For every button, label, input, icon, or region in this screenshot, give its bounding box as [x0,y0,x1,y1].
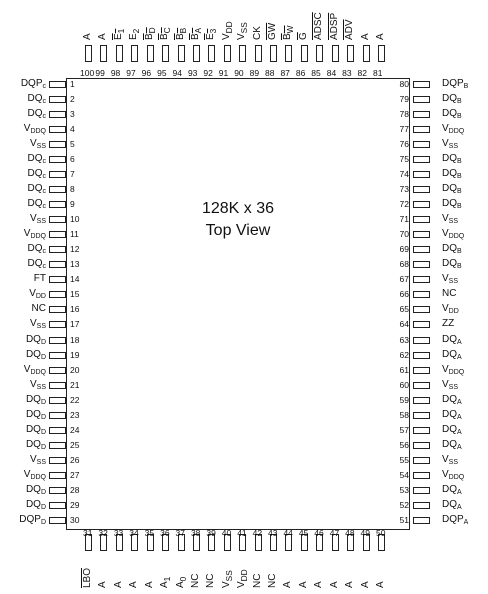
pin-name: A [82,33,93,40]
pin-lead [49,126,66,133]
pin-lead [147,45,154,62]
pin-name: $V_{DDQ}$ [442,123,465,136]
pin-lead [413,352,430,359]
pin-number: 59 [399,394,409,405]
pin-number: 30 [70,514,80,525]
pin-lead [49,276,66,283]
pin-number: 52 [399,499,409,510]
pin-lead [378,45,385,62]
pin-number: 5 [70,139,75,150]
pin-number: 61 [399,364,409,375]
pin-number: 2 [70,94,75,105]
pin-lead [49,291,66,298]
pin-number: 93 [187,68,198,78]
pin-name: $DQ_c$ [27,108,46,121]
pin-name: A [282,581,294,588]
pin-name: $DQ_B$ [442,93,462,106]
pin-name: $B_A$ [189,27,203,40]
pin-name: $V_{SS}$ [442,213,459,226]
pin-number: 98 [110,68,121,78]
pin-name: $DQ_c$ [27,168,46,181]
pin-number: 69 [399,244,409,255]
pin-name: $V_{SS}$ [442,378,459,391]
pin-number: 89 [249,68,260,78]
pin-name: CK [251,26,263,40]
pin-number: 54 [399,469,409,480]
pin-name: $DQ_B$ [442,243,462,256]
pin-number: 80 [399,79,409,89]
pin-name: $B_B$ [174,27,188,40]
pin-number: 96 [141,68,152,78]
package-body [66,78,410,530]
pin-number: 60 [399,379,409,390]
pin-name: $DQ_B$ [442,258,462,271]
pin-lead [413,81,430,88]
pin-name: $V_{DDQ}$ [442,468,465,481]
pin-name: $V_{DD}$ [220,21,234,40]
pin-name: $DQ_c$ [27,153,46,166]
pin-lead [413,382,430,389]
pin-lead [49,171,66,178]
pin-number: 35 [144,528,155,538]
pin-lead [413,261,430,268]
pin-lead [49,352,66,359]
pin-number: 9 [70,199,75,210]
pin-lead [413,487,430,494]
pin-lead [49,216,66,223]
pin-number: 56 [399,439,409,450]
pin-number: 46 [314,528,324,538]
pin-name: $V_{DDQ}$ [442,228,465,241]
pin-number: 85 [311,68,321,78]
pin-name: $DQ_c$ [27,93,46,106]
pin-number: 76 [399,139,409,150]
pin-number: 77 [399,124,409,135]
pin-number: 18 [70,334,80,345]
pin-lead [413,276,430,283]
pin-number: 36 [160,528,170,538]
pin-name: $E_3$ [205,28,219,40]
pin-name: ZZ [442,318,455,330]
pin-number: 41 [237,528,247,538]
pin-number: 38 [190,528,201,538]
pin-number: 44 [283,528,293,538]
pin-number: 64 [399,319,409,330]
pin-name: $\overline{G}$ [297,32,309,40]
pin-lead [413,412,430,419]
pin-lead [316,45,323,62]
pin-number: 66 [399,289,409,300]
pin-number: 67 [399,274,409,285]
pin-lead [49,412,66,419]
pin-lead [413,171,430,178]
pin-number: 43 [268,528,278,538]
pin-lead [49,306,66,313]
pin-lead [413,291,430,298]
pin-name: $DQ_A$ [442,348,462,361]
pin-number: 22 [70,394,80,405]
pin-name: $DQ_A$ [442,393,462,406]
pin-number: 100 [80,68,95,78]
pin-number: 53 [399,484,409,495]
pin-lead [49,156,66,163]
pin-name: $A_0$ [174,576,188,588]
pin-name: $DQ_B$ [442,183,462,196]
pin-lead [49,321,66,328]
pin-number: 83 [342,68,352,78]
pin-number: 81 [372,68,383,78]
pin-name: $A_1$ [159,576,173,588]
pin-number: 71 [399,214,409,225]
pin-number: 37 [175,528,185,538]
pin-lead [413,96,430,103]
pin-number: 99 [95,68,105,78]
pin-name: $V_{SS}$ [29,138,46,151]
pin-number: 63 [399,334,409,345]
pin-name: A [297,581,309,588]
pin-name: NC [205,573,217,588]
pin-lead [332,45,339,62]
pin-number: 15 [70,289,80,300]
pin-name: A [143,581,155,588]
pin-name: $V_{DDQ}$ [23,228,46,241]
pin-number: 58 [399,409,409,420]
pin-number: 95 [157,68,167,78]
pin-number: 33 [113,528,124,538]
pin-number: 47 [329,528,340,538]
pin-lead [49,201,66,208]
pin-name: $B_D$ [143,27,157,40]
pin-number: 62 [399,349,409,360]
pin-lead [413,156,430,163]
pin-name: $DQ_c$ [27,183,46,196]
pin-name: FT [33,273,46,285]
pin-number: 84 [326,68,337,78]
pin-number: 72 [399,199,409,210]
package-title [150,198,326,242]
pin-lead [413,231,430,238]
pin-number: 32 [98,528,108,538]
pin-lead [255,45,262,62]
pin-name: $E_2$ [128,28,142,40]
pin-number: 45 [298,528,309,538]
pin-number: 19 [70,349,80,360]
pin-name: $DQ_B$ [442,198,462,211]
pin-lead [49,337,66,344]
pin-lead [49,111,66,118]
pin-number: 68 [399,259,409,270]
pin-number: 1 [70,79,75,89]
pin-lead [49,472,66,479]
pin-lead [49,397,66,404]
pin-lead [239,45,246,62]
pin-name: $DQ_D$ [25,408,46,421]
pin-name: A [374,33,386,40]
pin-number: 20 [70,364,80,375]
pin-name: $\overline{GW}$ [267,22,279,40]
pin-number: 17 [70,319,80,330]
pin-name: $V_{DD}$ [236,569,250,588]
pin-lead [413,397,430,404]
pin-name: A [374,581,386,588]
pin-name: $DQ_D$ [25,483,46,496]
pin-name: $DQ_A$ [442,408,462,421]
pin-lead [193,45,200,62]
pin-name: $DQ_B$ [442,153,462,166]
pin-name: $DQ_B$ [442,168,462,181]
pin-number: 12 [70,244,80,255]
pin-number: 65 [399,304,409,315]
pin-name: $V_{SS}$ [442,273,459,286]
pin-lead [363,45,370,62]
pin-name: $DQP_A$ [442,513,469,526]
pin-name: A [97,33,109,40]
pin-name: $\overline{LBO}$ [82,567,93,588]
pin-lead [49,96,66,103]
pin-name: $V_{SS}$ [442,453,459,466]
pin-lead [49,141,66,148]
pin-number: 51 [399,514,409,525]
pin-lead [413,472,430,479]
pin-number: 74 [399,169,409,180]
pin-number: 78 [399,109,409,120]
pin-name: NC [251,573,263,588]
title-line-2: Top View [205,222,271,239]
pin-number: 3 [70,109,75,120]
pin-lead [49,517,66,524]
pin-name: ADSP [328,12,340,40]
pin-number: 79 [399,94,409,105]
pin-name: $\overline{ADV}$ [344,19,356,40]
pin-number: 27 [70,469,80,480]
pin-name: A [97,581,109,588]
pin-number: 48 [345,528,355,538]
pin-number: 91 [218,68,229,78]
pin-number: 7 [70,169,75,180]
pin-name: $V_{SS}$ [442,138,459,151]
pin-name: $DQP_D$ [19,513,46,526]
pin-number: 94 [172,68,182,78]
pin-name: $V_{DD}$ [29,288,46,301]
pin-number: 75 [399,154,409,165]
pin-number: 50 [375,528,386,538]
pin-lead [413,502,430,509]
pin-name: $DQ_D$ [25,348,46,361]
pin-lead [413,337,430,344]
pin-name: $DQ_D$ [25,333,46,346]
pin-number: 25 [70,439,80,450]
pin-name: $DQ_A$ [442,498,462,511]
pin-name: $V_{SS}$ [29,318,46,331]
pin-lead [49,457,66,464]
pin-lead [100,45,107,62]
pin-number: 31 [83,528,93,538]
pin-lead [413,216,430,223]
pin-lead [347,45,354,62]
pin-name: $B_W$ [282,25,296,40]
pin-number: 21 [70,379,80,390]
pin-name: $DQP_B$ [442,78,469,90]
pin-lead [413,367,430,374]
pin-lead [413,141,430,148]
pin-lead [178,45,185,62]
pin-lead [270,45,277,62]
pin-name: $DQ_c$ [27,198,46,211]
pin-name: A [112,581,124,588]
pin-name: $DQ_D$ [25,423,46,436]
pin-lead [413,427,430,434]
pin-number: 55 [399,454,409,465]
pin-number: 10 [70,214,80,225]
pin-number: 13 [70,259,80,270]
pin-name: A [344,581,356,588]
pin-name: $DQ_A$ [442,438,462,451]
pin-name: $V_{SS}$ [29,453,46,466]
pin-number: 82 [357,68,368,78]
pin-number: 8 [70,184,75,195]
pin-lead [49,427,66,434]
pin-number: 92 [203,68,213,78]
pin-name: $V_{SS}$ [236,22,250,40]
pin-number: 73 [399,184,409,195]
pin-name: A [359,581,371,588]
pin-name: $DQ_D$ [25,498,46,511]
pin-lead [413,186,430,193]
pin-number: 29 [70,499,80,510]
pin-name: A [313,581,325,588]
pin-name: A [128,581,140,588]
pin-lead [49,186,66,193]
pin-lead [162,45,169,62]
pin-lead [49,81,66,88]
pin-number: 24 [70,424,80,435]
pin-name: $DQP_c$ [20,78,46,90]
pin-name: NC [189,573,201,588]
pin-number: 87 [280,68,290,78]
pin-name: $V_{DDQ}$ [23,123,46,136]
pin-name: $DQ_A$ [442,333,462,346]
pin-number: 42 [252,528,263,538]
pin-name: $B_C$ [159,27,173,40]
pin-name: $V_{SS}$ [29,213,46,226]
pin-number: 14 [70,274,80,285]
pin-lead [131,45,138,62]
pin-lead [49,261,66,268]
pin-number: 34 [129,528,139,538]
pin-name: NC [267,573,279,588]
pin-name: $V_{DDQ}$ [23,363,46,376]
pin-lead [413,306,430,313]
pin-name: NC [31,303,46,315]
pin-lead [49,502,66,509]
pin-lead [301,45,308,62]
pin-lead [49,367,66,374]
pin-lead [49,246,66,253]
pin-lead [413,201,430,208]
pin-lead [49,487,66,494]
pin-lead [413,457,430,464]
pin-number: 86 [295,68,306,78]
pin-number: 11 [70,229,79,240]
pin-number: 40 [221,528,232,538]
title-line-1: 128K x 36 [201,200,275,217]
pin-number: 39 [206,528,216,538]
pin-lead [413,126,430,133]
pin-name: $V_{SS}$ [220,570,234,588]
pin-number: 49 [360,528,371,538]
pin-name: A [328,581,340,588]
pin-lead [208,45,215,62]
pin-name: $DQ_A$ [442,483,462,496]
pin-number: 6 [70,154,75,165]
pin-lead [413,517,430,524]
pin-lead [49,382,66,389]
pin-lead [49,231,66,238]
pin-name: $V_{SS}$ [29,378,46,391]
pin-name: $DQ_c$ [27,243,46,256]
pin-lead [285,45,292,62]
pin-number: 88 [265,68,275,78]
pin-lead [49,442,66,449]
pin-number: 28 [70,484,80,495]
pin-name: $DQ_c$ [27,258,46,271]
pin-number: 90 [234,68,244,78]
pin-name: $DQ_A$ [442,423,462,436]
pin-number: 16 [70,304,80,315]
pin-lead [413,442,430,449]
pin-name: $V_{DDQ}$ [442,363,465,376]
pin-name: A [359,33,371,40]
pin-lead [116,45,123,62]
pin-lead [413,246,430,253]
pin-number: 57 [399,424,409,435]
pin-lead [413,111,430,118]
pin-number: 23 [70,409,80,420]
pin-number: 4 [70,124,75,135]
pin-number: 26 [70,454,80,465]
pin-name: $E_1$ [112,28,126,40]
pin-lead [413,321,430,328]
pin-name: $V_{DD}$ [442,303,459,316]
pin-name: $V_{DDQ}$ [23,468,46,481]
pin-name: $DQ_B$ [442,108,462,121]
pin-number: 97 [126,68,136,78]
pin-lead [85,45,92,62]
pin-name: ADSC [313,12,325,40]
pin-name: $DQ_D$ [25,393,46,406]
pin-number: 70 [399,229,409,240]
pin-name: $DQ_D$ [25,438,46,451]
pin-name: NC [442,288,457,300]
pin-lead [224,45,231,62]
